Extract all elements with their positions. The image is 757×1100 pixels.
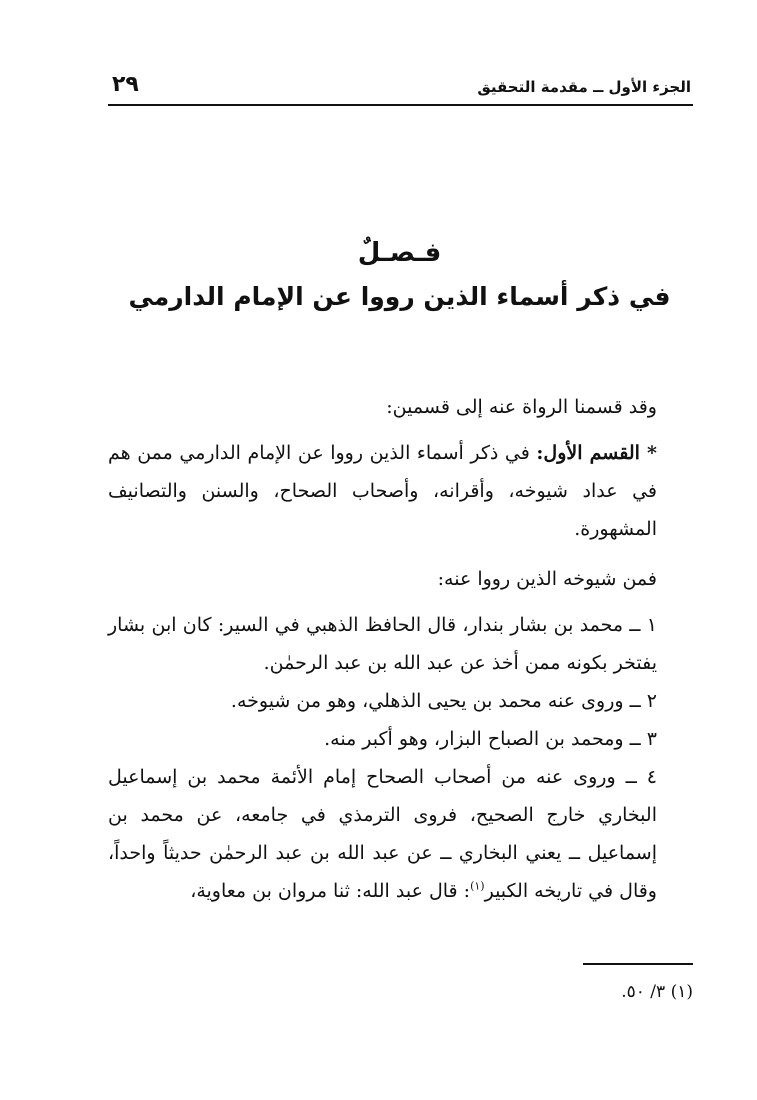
page-number: ٢٩ <box>112 72 139 97</box>
part1-text: في ذكر أسماء الذين رووا عن الإمام الدارمي ممن هم في عداد شيوخه، وأقرانه، وأصحاب الصحاح، والسنن والتصانيف المشهورة. <box>108 442 657 540</box>
intro-paragraph: وقد قسمنا الرواة عنه إلى قسمين: <box>386 396 657 418</box>
list-item-4-continuation: : قال عبد الله: ثنا مروان بن معاوية، <box>190 880 471 902</box>
part1-paragraph <box>108 434 693 548</box>
list-item-4-text: ٤ ــ وروى عنه من أصحاب الصحاح إمام الأئمة محمد بن إسماعيل البخاري خارج الصحيح، فروى الترمذي في جامعه، عن محمد بن إسماعيل ــ يعني البخاري ــ عن عبد الله بن عبد الرحمٰن حديثاً واحداً، وقال في تاريخه الكبير <box>108 766 657 902</box>
header-rule <box>108 104 693 106</box>
section-subtitle: في ذكر أسماء الذين رووا عن الإمام الدارمي <box>128 282 671 311</box>
main-text <box>108 388 693 910</box>
list-item-3: ٣ ــ ومحمد بن الصباح البزار، وهو أكبر منه. <box>324 728 657 750</box>
sheikhs-intro: فمن شيوخه الذين رووا عنه: <box>437 568 657 590</box>
footnote: (١) ٣/ ٥٠. <box>621 982 693 1002</box>
list-item-2: ٢ ــ وروى عنه محمد بن يحيى الذهلي، وهو من شيوخه. <box>230 690 657 712</box>
part1-label: * القسم الأول: <box>536 442 657 464</box>
section-heading: فـصـلٌ <box>357 238 442 268</box>
list-item-1: ١ ــ محمد بن بشار بندار، قال الحافظ الذهبي في السير: كان ابن بشار يفتخر بكونه ممن أخذ عن عبد الله بن عبد الرحمٰن. <box>108 614 657 674</box>
footnote-rule <box>583 963 693 965</box>
running-title: الجزء الأول ــ مقدمة التحقيق <box>477 78 691 96</box>
list-item-4 <box>108 758 693 910</box>
footnote-reference: (١) <box>470 879 485 893</box>
page-header <box>108 62 691 102</box>
